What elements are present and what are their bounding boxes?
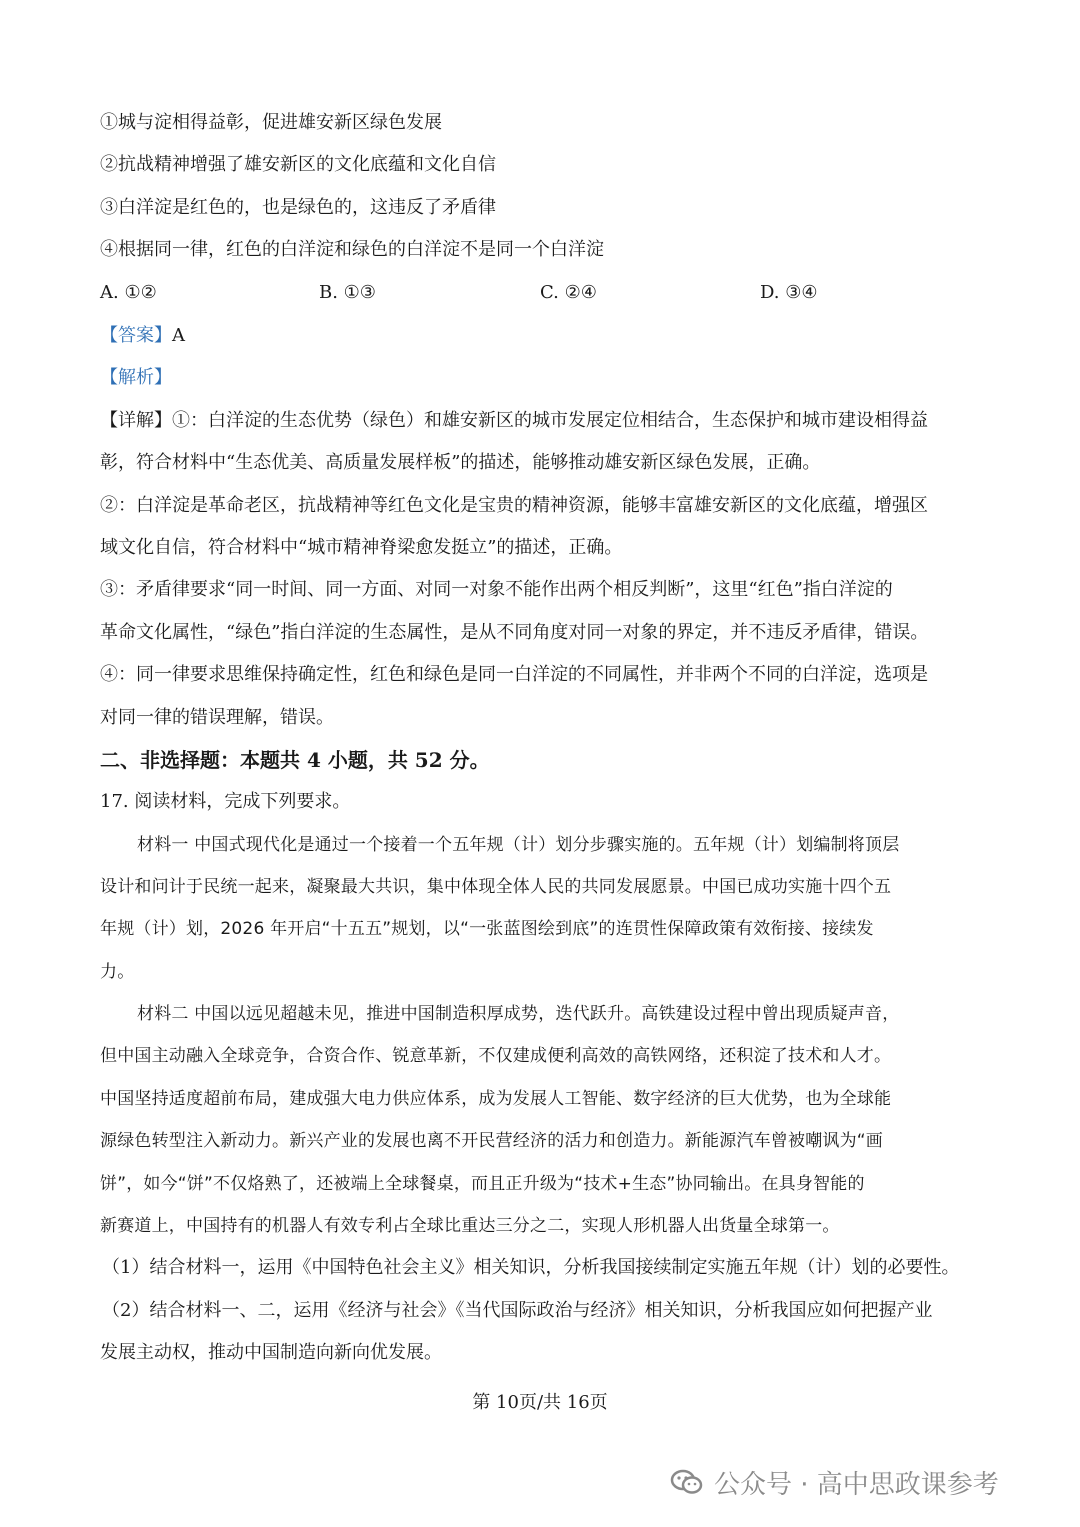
detail-line: 【详解】①：白洋淀的生态优势（绿色）和雄安新区的城市发展定位相结合，生态保护和城市建设相得益 [100,410,928,431]
statement-2: ②抗战精神增强了雄安新区的文化底蕴和文化自信 [100,154,496,175]
section-title: 二、非选择题：本题共 4 小题，共 52 分。 [100,748,490,772]
statement-4: ④根据同一律，红色的白洋淀和绿色的白洋淀不是同一个白洋淀 [100,239,604,260]
material-1-line: 年规（计）划，2026 年开启“十五五”规划，以“一张蓝图绘到底”的连贯性保障政策有效衔接、接续发 [100,919,874,939]
material-1-line: 设计和问计于民统一起来，凝聚最大共识，集中体现全体人民的共同发展愿景。中国已成功实施十四个五 [100,877,892,897]
answer-choices [100,280,980,306]
detail-line: 域文化自信，符合材料中“城市精神脊梁愈发挺立”的描述，正确。 [100,537,623,558]
material-2-line: 中国坚持适度超前布局，建成强大电力供应体系，成为发展人工智能、数字经济的巨大优势，也为全球能 [100,1089,892,1109]
wechat-icon [670,1468,704,1496]
answer-line [100,323,980,349]
answer-label: 【答案】 [100,325,172,346]
choice-b: B. ①③ [319,282,376,303]
watermark [670,1462,1070,1502]
question-17-intro: 17. 阅读材料，完成下列要求。 [100,791,351,812]
material-1-line: 材料一 中国式现代化是通过一个接着一个五年规（计）划分步骤实施的。五年规（计）划编制将顶层 [137,835,900,855]
material-2-line: 但中国主动融入全球竞争，合资合作、锐意革新，不仅建成便利高效的高铁网络，还积淀了技术和人才。 [100,1046,892,1066]
choice-d: D. ③④ [760,282,818,303]
choice-c: C. ②④ [540,282,597,303]
material-2-line: 源绿色转型注入新动力。新兴产业的发展也离不开民营经济的活力和创造力。新能源汽车曾被嘲讽为“画 [100,1131,884,1151]
material-2-line: 新赛道上，中国持有的机器人有效专利占全球比重达三分之二，实现人形机器人出货量全球第一。 [100,1216,840,1236]
detail-line: 对同一律的错误理解，错误。 [100,707,334,728]
detail-line: 革命文化属性，“绿色”指白洋淀的生态属性，是从不同角度对同一对象的界定，并不违反矛盾律，错误。 [100,622,929,643]
detail-line: ②：白洋淀是革命老区，抗战精神等红色文化是宝贵的精神资源，能够丰富雄安新区的文化底蕴，增强区 [100,495,928,516]
statement-1: ①城与淀相得益彰，促进雄安新区绿色发展 [100,112,442,133]
sub-question-1: （1）结合材料一，运用《中国特色社会主义》相关知识，分析我国接续制定实施五年规（计）划的必要性。 [102,1257,960,1278]
page-number: 第 10页/共 16页 [472,1392,608,1413]
material-1-line: 力。 [100,962,135,982]
answer-value: A [172,325,185,346]
material-2-line: 饼”，如今“饼”不仅烙熟了，还被端上全球餐桌，而且正升级为“技术+生态”协同输出。在具身智能的 [100,1174,865,1194]
watermark-text: 公众号 · 高中思政课参考 [714,1469,999,1500]
material-2-line: 材料二 中国以远见超越未见，推进中国制造积厚成势，迭代跃升。高铁建设过程中曾出现质疑声音， [137,1004,900,1024]
analysis-label: 【解析】 [100,367,172,388]
detail-line: 彰，符合材料中“生态优美、高质量发展样板”的描述，能够推动雄安新区绿色发展，正确。 [100,452,821,473]
detail-line: ④：同一律要求思维保持确定性，红色和绿色是同一白洋淀的不同属性，并非两个不同的白洋淀，选项是 [100,664,928,685]
sub-question-2: （2）结合材料一、二，运用《经济与社会》《当代国际政治与经济》相关知识，分析我国应如何把握产业 [102,1300,933,1321]
choice-a: A. ①② [100,282,157,303]
statement-3: ③白洋淀是红色的，也是绿色的，这违反了矛盾律 [100,197,496,218]
sub-question-2-cont: 发展主动权，推动中国制造向新向优发展。 [100,1342,442,1363]
detail-line: ③：矛盾律要求“同一时间、同一方面、对同一对象不能作出两个相反判断”，这里“红色”指白洋淀的 [100,579,893,600]
